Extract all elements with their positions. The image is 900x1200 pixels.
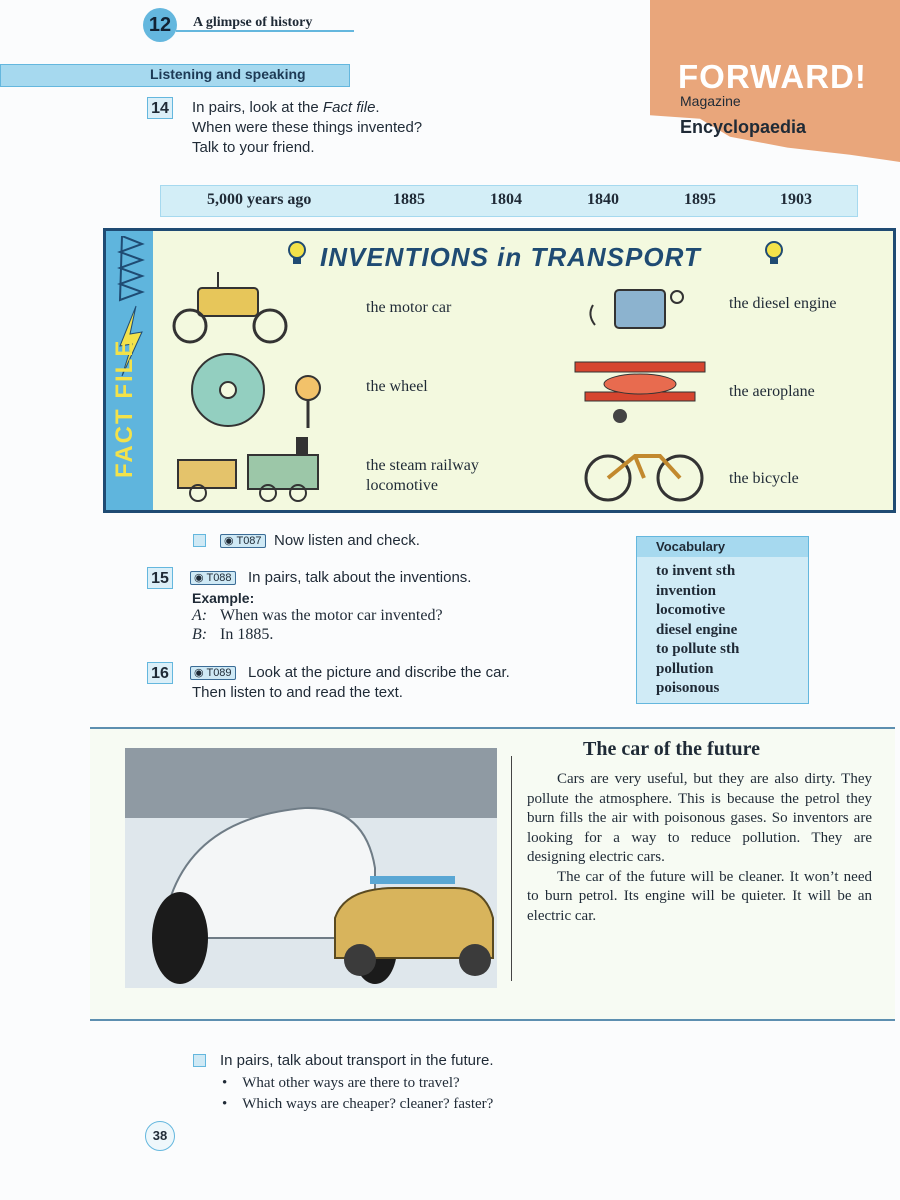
vocab-word: to pollute sth [656,641,740,657]
aeroplane-illustration [560,352,720,427]
fact-wheel: the wheel [366,378,428,395]
example-label: Example: [192,590,255,606]
magazine-subtitle: Magazine [680,93,741,109]
exercise-14-line1-pre: In pairs, look at the [192,99,323,116]
motor-car-illustration [168,268,298,348]
bullet-item: • What other ways are there to travel? [222,1075,460,1091]
article-body [527,770,872,926]
article-paragraph-1: Cars are very useful, but they are also dirty. They pollute the atmosphere. This is because the petrol they burn fills the air with poisonous gases. So inventors are looking for a way to reduce pollution. They are designing electric cars. [527,771,872,865]
bullet-text: What other ways are there to travel? [242,1075,460,1091]
listen-check-text: Now listen and check. [274,532,420,549]
vocab-word: to invent sth [656,563,736,579]
lightbulb-icon [760,237,788,271]
audio-track-label[interactable]: ◉ T087 [220,534,266,548]
year-item: 1895 [684,191,716,208]
fact-bicycle: the bicycle [729,470,799,487]
fact-file-label: FACT FILE [111,338,138,478]
year-item: 1885 [393,191,425,208]
bullet-item: • Which ways are cheaper? cleaner? faster? [222,1096,494,1112]
fact-aeroplane: the aeroplane [729,383,815,400]
section-label: Listening and speaking [150,66,306,82]
track-code: T087 [236,535,262,547]
year-item: 1903 [780,191,812,208]
fact-steam-railway: the steam railway [366,457,479,474]
audio-track-t089[interactable] [190,663,236,681]
vocab-word: pollution [656,661,714,677]
unit-underline [176,30,354,32]
speaker-a-text: When was the motor car invented? [220,607,443,624]
vocabulary-heading: Vocabulary [637,537,808,557]
fact-diesel-engine: the diesel engine [729,295,837,312]
vocab-word: diesel engine [656,622,738,638]
vocab-word: locomotive [656,602,726,618]
audio-track-t087[interactable] [220,531,266,549]
fact-locomotive: locomotive [366,477,438,494]
article-title: The car of the future [583,738,761,760]
steam-locomotive-illustration [168,435,338,505]
exercise-16-line2: Then listen to and read the text. [192,684,403,701]
vocab-word: invention [656,583,717,599]
unit-title: A glimpse of history [193,15,313,30]
final-task-text: In pairs, talk about transport in the future. [220,1052,494,1069]
year-item: 1840 [587,191,619,208]
exercise-14-line2: When were these things invented? [192,119,423,136]
audio-track-label[interactable]: ◉ T088 [190,571,236,585]
exercise-14-line3: Talk to your friend. [192,139,315,156]
exercise-checkbox [193,534,206,547]
page-number: 38 [145,1121,175,1151]
exercise-15-text: In pairs, talk about the inventions. [248,569,472,586]
future-car-photo [125,748,497,988]
vocabulary-box [636,536,809,704]
track-code: T089 [206,667,232,679]
exercise-16-line1: Look at the picture and discribe the car. [248,664,510,681]
article-paragraph-2: The car of the future will be cleaner. It won’t need to burn petrol. Its engine will be quieter. It will be an electric car. [527,868,872,924]
exercise-15-number: 15 [147,567,173,589]
exercise-14-line1-post: . [375,99,380,116]
magazine-name: FORWARD! [678,58,867,95]
exercise-checkbox [193,1054,206,1067]
article-divider [511,756,512,981]
exercise-16-number: 16 [147,662,173,684]
wheel-illustration [168,350,338,435]
track-code: T088 [206,572,232,584]
bullet-text: Which ways are cheaper? cleaner? faster? [242,1096,494,1112]
speaker-b-label: B: [192,626,208,643]
vocab-word: poisonous [656,680,720,696]
fact-file-title: INVENTIONS in TRANSPORT [320,242,701,272]
speaker-b-text: In 1885. [220,626,274,643]
year-item: 1804 [490,191,522,208]
fact-file-reference: Fact file [322,99,376,116]
speaker-a-label: A: [192,607,208,624]
diesel-engine-illustration [585,275,710,345]
unit-number-badge: 12 [143,8,177,42]
fact-motor-car: the motor car [366,299,452,316]
exercise-14-number: 14 [147,97,173,119]
bicycle-illustration [580,440,710,505]
audio-track-t088[interactable] [190,568,236,586]
magazine-encyclopaedia: Encyclopaedia [680,117,807,137]
lightbulb-icon [283,237,311,271]
audio-track-label[interactable]: ◉ T089 [190,666,236,680]
year-item: 5,000 years ago [207,191,312,208]
exercise-14-line1 [192,98,380,118]
